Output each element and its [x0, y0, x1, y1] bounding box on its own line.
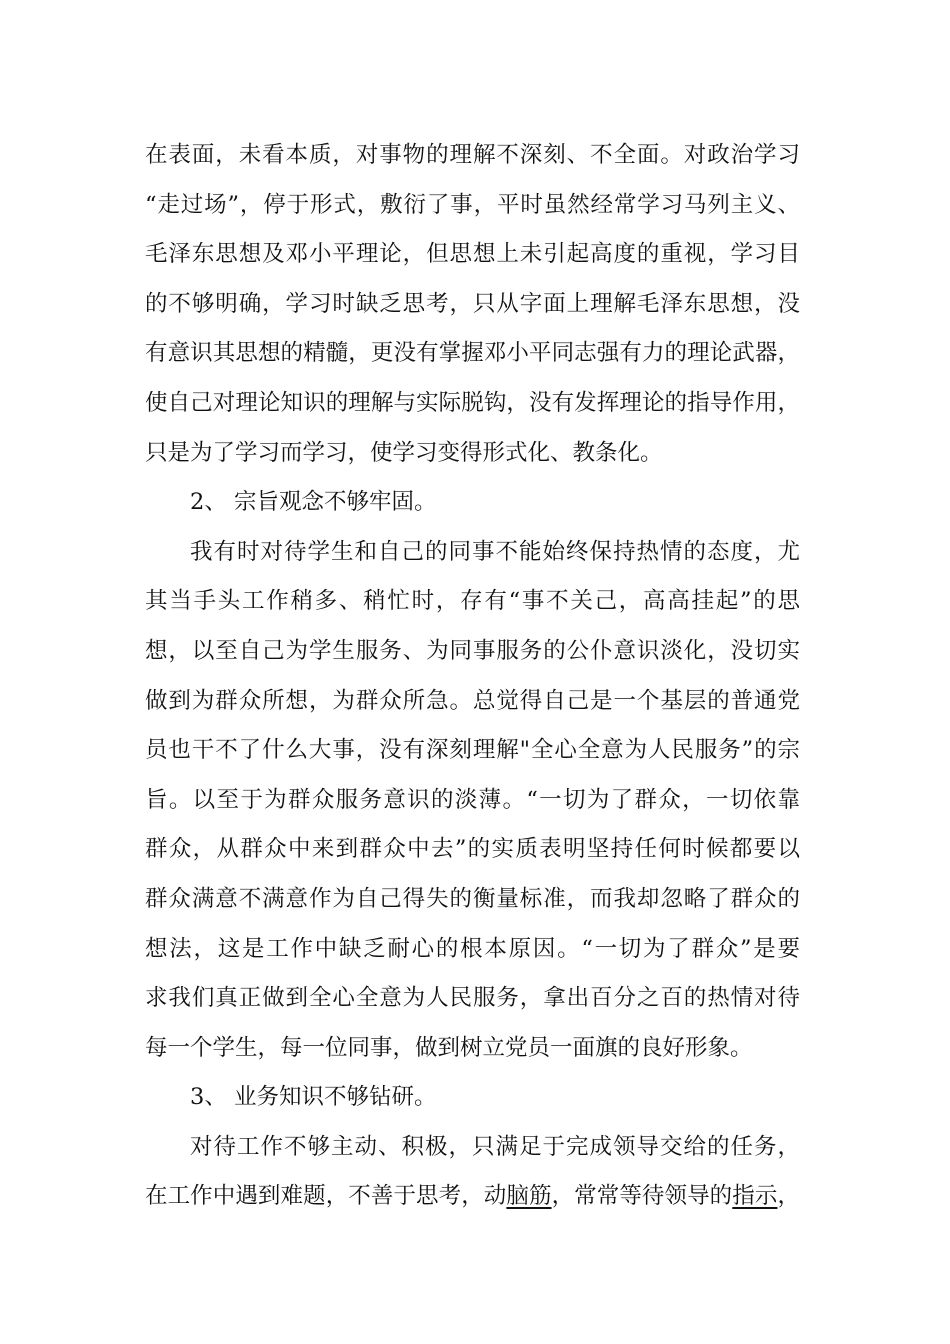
paragraph-line: 有意识其思想的精髓，更没有掌握邓小平同志强有力的理论武器，	[145, 340, 800, 367]
paragraph-line: 其当手头工作稍多、稍忙时，存有“事不关己，高高挂起”的思	[145, 588, 800, 615]
paragraph-line: 毛泽东思想及邓小平理论，但思想上未引起高度的重视，学习目	[145, 241, 800, 268]
paragraph-line: 使自己对理论知识的理解与实际脱钩，没有发挥理论的指导作用，	[145, 389, 800, 416]
paragraph-line: 旨。以至于为群众服务意识的淡薄。“一切为了群众，一切依靠	[145, 786, 800, 813]
section-heading-2: 2、 宗旨观念不够牢固。	[190, 489, 437, 516]
link-zhishi[interactable]: 指示	[732, 1183, 778, 1210]
paragraph-line: 想，以至自己为学生服务、为同事服务的公仆意识淡化，没切实	[145, 637, 800, 664]
link-naojin[interactable]: 脑筋	[506, 1183, 552, 1210]
paragraph-line: 群众，从群众中来到群众中去”的实质表明坚持任何时候都要以	[145, 836, 800, 863]
paragraph-line: 求我们真正做到全心全意为人民服务，拿出百分之百的热情对待	[145, 985, 800, 1012]
paragraph-line: 每一个学生，每一位同事，做到树立党员一面旗的良好形象。	[145, 1034, 753, 1061]
document-body	[145, 131, 800, 1222]
paragraph-line: 在表面，未看本质，对事物的理解不深刻、不全面。对政治学习	[145, 142, 800, 168]
paragraph-line: 员也干不了什么大事，没有深刻理解"全心全意为人民服务”的宗	[145, 737, 800, 764]
paragraph-line: 群众满意不满意作为自己得失的衡量标准，而我却忽略了群众的	[145, 885, 800, 912]
paragraph-line: 对待工作不够主动、积极，只满足于完成领导交给的任务，	[190, 1133, 800, 1160]
paragraph-line: 只是为了学习而学习，使学习变得形式化、教条化。	[145, 439, 663, 466]
text-span: 在工作中遇到难题，不善于思考，动	[145, 1183, 507, 1210]
paragraph-line: 我有时对待学生和自己的同事不能始终保持热情的态度，尤	[190, 538, 800, 565]
paragraph-line: “走过场”，停于形式，敷衍了事，平时虽然经常学习马列主义、	[145, 191, 800, 218]
section-heading-3: 3、 业务知识不够钻研。	[190, 1084, 437, 1111]
paragraph-line	[145, 1172, 800, 1222]
text-span: ，常常等待领导的	[551, 1183, 733, 1210]
text-span: ，	[777, 1183, 800, 1210]
paragraph-line: 的不够明确，学习时缺乏思考，只从字面上理解毛泽东思想，没	[145, 290, 800, 317]
paragraph-line: 想法，这是工作中缺乏耐心的根本原因。“一切为了群众”是要	[145, 935, 800, 962]
paragraph-line: 做到为群众所想，为群众所急。总觉得自己是一个基层的普通党	[145, 687, 800, 714]
